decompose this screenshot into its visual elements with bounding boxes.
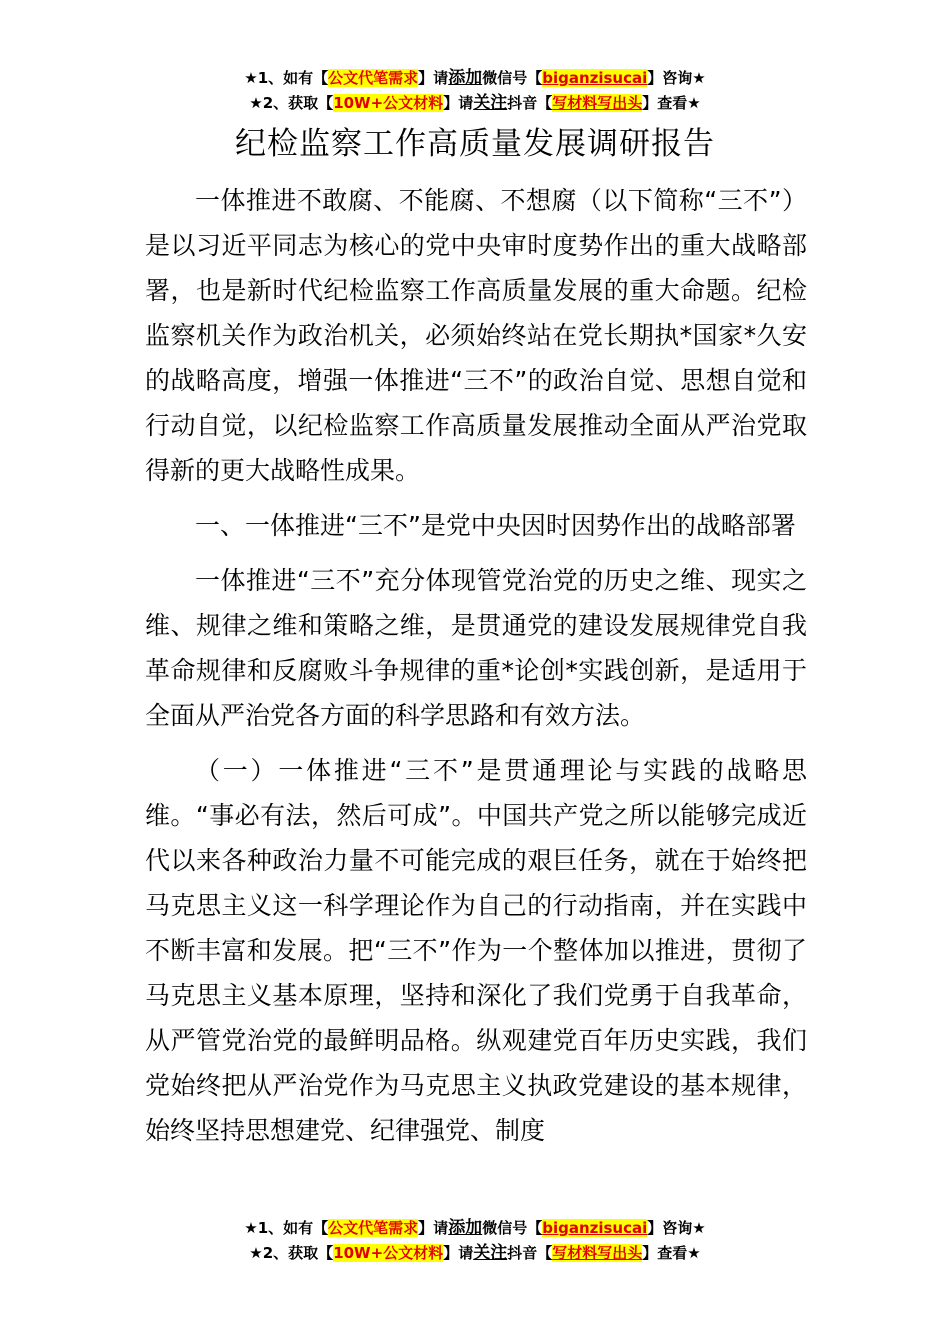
star-icon: ★	[249, 1244, 263, 1262]
document-body	[145, 178, 807, 1153]
promo-line-2	[0, 1241, 950, 1266]
highlight-text: 10W+公文材料	[333, 94, 444, 112]
highlight-text: 10W+公文材料	[333, 1244, 444, 1262]
promo-text: 】请	[443, 1244, 474, 1262]
body-paragraph: （一）一体推进“三不”是贯通理论与实践的战略思维。“事必有法，然后可成”。中国共产党之所以能够完成近代以来各种政治力量不可能完成的艰巨任务，就在于始终把马克思主义这一科学理论作为自己的行动指南，并在实践中不断丰富和发展。把“三不”作为一个整体加以推进，贯彻了马克思主义基本原理，坚持和深化了我们党勇于自我革命，从严管党治党的最鲜明品格。纵观建党百年历史实践，我们党始终把从严治党作为马克思主义执政党建设的基本规律，始终坚持思想建党、纪律强党、制度	[145, 756, 807, 1145]
promo-text: 抖音【	[507, 94, 553, 112]
promo-text: 抖音【	[507, 1244, 553, 1262]
body-paragraph: 一体推进“三不”充分体现管党治党的历史之维、现实之维、规律之维和策略之维，是贯通党的建设发展规律党自我革命规律和反腐败斗争规律的重*论创*实践创新，是适用于全面从严治党各方面的科学思路和有效方法。	[145, 566, 807, 730]
header-promo-banner	[0, 66, 950, 116]
highlight-text: 公文代笔需求	[328, 1219, 419, 1237]
promo-text: 】请	[443, 94, 474, 112]
promo-line-1	[0, 1216, 950, 1241]
promo-text: 】咨询	[647, 1219, 693, 1237]
promo-text: 2、获取【	[262, 94, 334, 112]
highlight-text: 公文代笔需求	[328, 69, 419, 87]
star-icon: ★	[692, 1219, 706, 1237]
promo-text: 1、如有【	[257, 69, 329, 87]
promo-line-1	[0, 66, 950, 91]
body-paragraph: 一体推进不敢腐、不能腐、不想腐（以下简称“三不”）是以习近平同志为核心的党中央审时度势作出的重大战略部署，也是新时代纪检监察工作高质量发展的重大命题。纪检监察机关作为政治机关，必须始终站在党长期执*国家*久安的战略高度，增强一体推进“三不”的政治自觉、思想自觉和行动自觉，以纪检监察工作高质量发展推动全面从严治党取得新的更大战略性成果。	[145, 186, 807, 485]
star-icon: ★	[249, 94, 263, 112]
star-icon: ★	[692, 69, 706, 87]
promo-text: 】查看	[642, 94, 688, 112]
underlined-text: 关注	[473, 93, 508, 113]
footer-promo-banner	[0, 1216, 950, 1266]
star-icon: ★	[244, 1219, 258, 1237]
underlined-text: 添加	[448, 1218, 483, 1238]
promo-text: 】请	[418, 1219, 449, 1237]
promo-text: 微信号【	[482, 1219, 543, 1237]
wechat-id-highlight: biganzisucai	[542, 1219, 648, 1237]
underlined-text: 关注	[473, 1243, 508, 1263]
douyin-account-highlight: 写材料写出头	[552, 94, 643, 112]
promo-line-2	[0, 91, 950, 116]
promo-text: 】查看	[642, 1244, 688, 1262]
promo-text: 微信号【	[482, 69, 543, 87]
promo-text: 】咨询	[647, 69, 693, 87]
underlined-text: 添加	[448, 68, 483, 88]
star-icon: ★	[687, 1244, 701, 1262]
promo-text: 】请	[418, 69, 449, 87]
star-icon: ★	[244, 69, 258, 87]
promo-text: 2、获取【	[262, 1244, 334, 1262]
wechat-id-highlight: biganzisucai	[542, 69, 648, 87]
promo-text: 1、如有【	[257, 1219, 329, 1237]
document-title: 纪检监察工作高质量发展调研报告	[235, 126, 715, 162]
douyin-account-highlight: 写材料写出头	[552, 1244, 643, 1262]
section-heading: 一、一体推进“三不”是党中央因时因势作出的战略部署	[195, 511, 796, 540]
star-icon: ★	[687, 94, 701, 112]
